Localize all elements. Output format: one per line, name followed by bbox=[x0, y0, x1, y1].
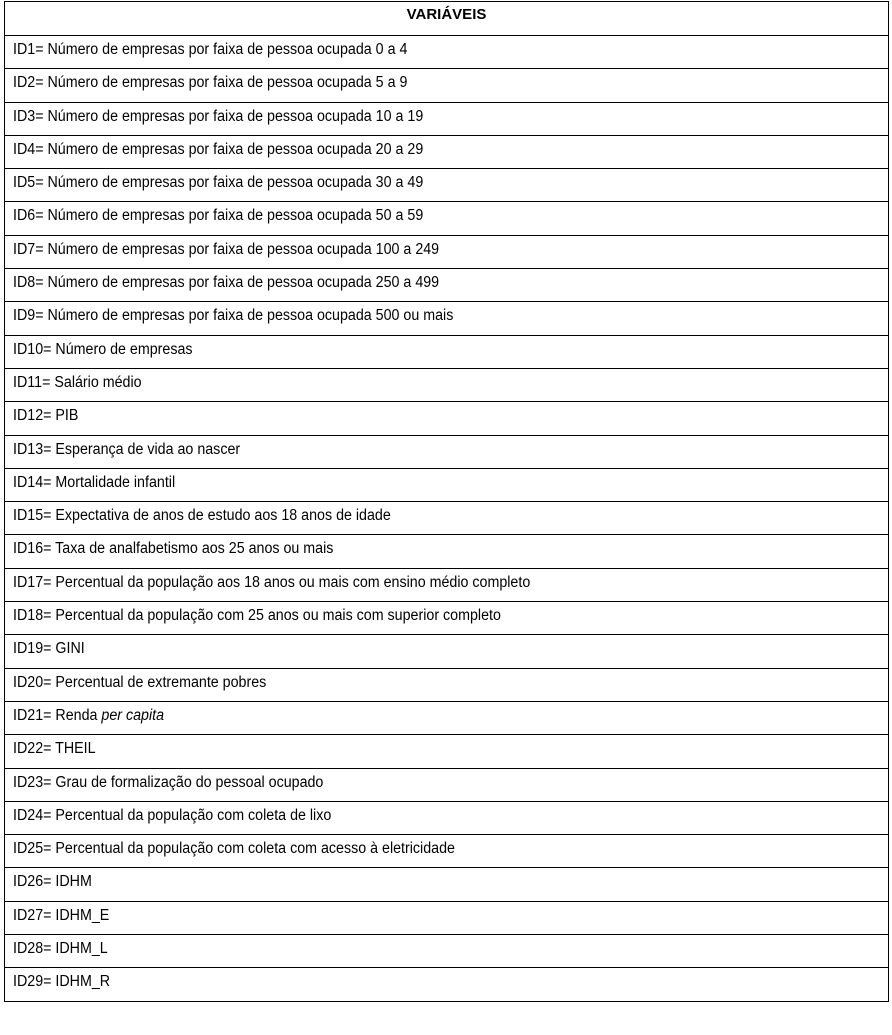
table-row bbox=[5, 335, 889, 368]
table-row bbox=[5, 69, 889, 102]
table-row bbox=[5, 568, 889, 601]
variable-id: ID18= bbox=[13, 607, 52, 625]
table-row bbox=[5, 235, 889, 268]
variable-id: ID11= bbox=[13, 373, 51, 391]
variable-description: Esperança de vida ao nascer bbox=[55, 440, 241, 458]
table-row bbox=[5, 901, 889, 934]
variable-cell bbox=[5, 36, 889, 69]
variable-cell bbox=[5, 302, 889, 335]
variable-cell bbox=[5, 169, 889, 202]
variable-id: ID14= bbox=[13, 473, 52, 491]
variable-cell bbox=[5, 235, 889, 268]
variable-description: Número de empresas por faixa de pessoa ocupada 10 a 19 bbox=[47, 107, 424, 125]
variable-id: ID7= bbox=[13, 240, 44, 258]
table-row bbox=[5, 468, 889, 501]
variable-cell bbox=[5, 102, 889, 135]
variable-id: ID24= bbox=[13, 806, 52, 824]
variable-description: IDHM_R bbox=[55, 973, 111, 991]
variable-id: ID9= bbox=[13, 307, 44, 325]
variables-table bbox=[4, 1, 889, 1002]
variable-id: ID23= bbox=[13, 773, 52, 791]
variable-description: Expectativa de anos de estudo aos 18 anos de idade bbox=[55, 507, 391, 525]
variable-cell bbox=[5, 768, 889, 801]
variable-description: GINI bbox=[55, 640, 85, 658]
variable-text bbox=[13, 207, 423, 225]
variable-text bbox=[13, 940, 108, 958]
variable-id: ID4= bbox=[13, 140, 44, 158]
variable-description: Número de empresas por faixa de pessoa ocupada 500 ou mais bbox=[47, 307, 454, 325]
table-header-row bbox=[5, 2, 889, 36]
variable-id: ID10= bbox=[13, 340, 52, 358]
table-row bbox=[5, 302, 889, 335]
table-row bbox=[5, 36, 889, 69]
table-row bbox=[5, 502, 889, 535]
variable-text bbox=[13, 41, 407, 59]
variable-id: ID28= bbox=[13, 940, 52, 958]
variable-description: Percentual da população aos 18 anos ou mais com ensino médio completo bbox=[55, 573, 531, 591]
variable-id: ID13= bbox=[13, 440, 52, 458]
variable-text bbox=[13, 607, 501, 625]
variable-cell bbox=[5, 835, 889, 868]
variable-id: ID22= bbox=[13, 740, 52, 758]
variable-text bbox=[13, 174, 423, 192]
variable-id: ID1= bbox=[13, 41, 44, 58]
variable-cell bbox=[5, 735, 889, 768]
variable-cell bbox=[5, 368, 889, 401]
variable-id: ID19= bbox=[13, 640, 52, 658]
table-row bbox=[5, 368, 889, 401]
table-row bbox=[5, 935, 889, 968]
variable-id: ID16= bbox=[13, 540, 52, 558]
variable-description: Número de empresas por faixa de pessoa ocupada 30 a 49 bbox=[47, 174, 424, 192]
variable-cell bbox=[5, 868, 889, 901]
variable-text bbox=[13, 441, 240, 459]
variable-cell bbox=[5, 535, 889, 568]
variable-id: ID26= bbox=[13, 873, 52, 891]
variable-cell bbox=[5, 135, 889, 168]
variable-description: Percentual da população com 25 anos ou mais com superior completo bbox=[55, 607, 501, 625]
variable-text bbox=[13, 307, 453, 325]
variable-cell bbox=[5, 901, 889, 934]
variable-description: IDHM_L bbox=[55, 940, 108, 958]
variable-id: ID3= bbox=[13, 107, 44, 125]
variable-description-italic: per capita bbox=[101, 706, 165, 724]
table-body bbox=[5, 36, 889, 1002]
variable-text bbox=[13, 707, 164, 725]
table-row bbox=[5, 435, 889, 468]
variable-cell bbox=[5, 935, 889, 968]
table-row bbox=[5, 135, 889, 168]
variable-text bbox=[13, 241, 439, 259]
variable-id: ID29= bbox=[13, 973, 52, 991]
variable-id: ID17= bbox=[13, 573, 52, 591]
variable-description: Percentual de extremante pobres bbox=[55, 673, 267, 691]
variable-text bbox=[13, 108, 423, 126]
variable-description: IDHM_E bbox=[55, 906, 110, 924]
variable-id: ID25= bbox=[13, 840, 52, 858]
variable-cell bbox=[5, 69, 889, 102]
variable-cell bbox=[5, 701, 889, 734]
table-row bbox=[5, 202, 889, 235]
variable-description: Grau de formalização do pessoal ocupado bbox=[55, 773, 324, 791]
table-row bbox=[5, 169, 889, 202]
variable-text bbox=[13, 774, 323, 792]
table-row bbox=[5, 602, 889, 635]
variable-description: Salário médio bbox=[54, 373, 142, 391]
variable-cell bbox=[5, 968, 889, 1001]
variable-description: Percentual da população com coleta de lixo bbox=[55, 806, 332, 824]
table-row bbox=[5, 735, 889, 768]
variable-description: Número de empresas por faixa de pessoa ocupada 50 a 59 bbox=[47, 207, 424, 225]
table-row bbox=[5, 701, 889, 734]
variable-text bbox=[13, 540, 333, 558]
variable-description: Número de empresas bbox=[55, 340, 193, 358]
variable-text bbox=[13, 873, 92, 891]
variable-cell bbox=[5, 602, 889, 635]
table-row bbox=[5, 402, 889, 435]
variables-table-container bbox=[4, 1, 889, 1002]
variable-cell bbox=[5, 335, 889, 368]
variable-text bbox=[13, 507, 391, 525]
variable-id: ID15= bbox=[13, 507, 52, 525]
variable-text bbox=[13, 640, 85, 658]
variable-description: PIB bbox=[55, 407, 79, 425]
variable-id: ID8= bbox=[13, 274, 44, 292]
variable-description: Taxa de analfabetismo aos 25 anos ou mais bbox=[55, 540, 334, 558]
variable-id: ID20= bbox=[13, 673, 52, 691]
variable-id: ID12= bbox=[13, 407, 52, 425]
table-header: VARIÁVEIS bbox=[5, 2, 889, 36]
table-row bbox=[5, 635, 889, 668]
variable-cell bbox=[5, 668, 889, 701]
variable-text bbox=[13, 840, 455, 858]
variable-cell bbox=[5, 801, 889, 834]
variable-text bbox=[13, 407, 78, 425]
variable-id: ID27= bbox=[13, 906, 52, 924]
variable-cell bbox=[5, 435, 889, 468]
variable-text bbox=[13, 807, 331, 825]
variable-cell bbox=[5, 402, 889, 435]
variable-text bbox=[13, 274, 439, 292]
variable-text bbox=[13, 740, 96, 758]
variable-description: THEIL bbox=[55, 740, 96, 758]
variable-description: Percentual da população com coleta com acesso à eletricidade bbox=[55, 840, 455, 858]
variable-text bbox=[13, 341, 193, 359]
variable-cell bbox=[5, 468, 889, 501]
variable-id: ID6= bbox=[13, 207, 44, 225]
variable-cell bbox=[5, 568, 889, 601]
variable-cell bbox=[5, 502, 889, 535]
variable-description: Número de empresas por faixa de pessoa ocupada 5 a 9 bbox=[47, 74, 408, 92]
variable-id: ID5= bbox=[13, 174, 44, 192]
variable-description: Número de empresas por faixa de pessoa ocupada 100 a 249 bbox=[47, 240, 440, 258]
table-row bbox=[5, 801, 889, 834]
variable-text bbox=[13, 74, 407, 92]
variable-description: Número de empresas por faixa de pessoa ocupada 20 a 29 bbox=[47, 140, 424, 158]
variable-text bbox=[13, 973, 110, 991]
variable-text bbox=[13, 374, 142, 392]
variable-cell bbox=[5, 202, 889, 235]
table-row bbox=[5, 269, 889, 302]
table-row bbox=[5, 668, 889, 701]
variable-text bbox=[13, 474, 175, 492]
variable-description: Número de empresas por faixa de pessoa ocupada 250 a 499 bbox=[47, 274, 440, 292]
variable-text bbox=[13, 907, 109, 925]
variable-description: Renda bbox=[55, 706, 102, 724]
table-row bbox=[5, 868, 889, 901]
variable-id: ID21= bbox=[13, 706, 52, 724]
variable-text bbox=[13, 574, 530, 592]
variable-cell bbox=[5, 269, 889, 302]
table-row bbox=[5, 835, 889, 868]
variable-text bbox=[13, 674, 266, 692]
table-row bbox=[5, 968, 889, 1001]
variable-cell bbox=[5, 635, 889, 668]
variable-id: ID2= bbox=[13, 74, 44, 92]
table-row bbox=[5, 535, 889, 568]
variable-text bbox=[13, 141, 423, 159]
table-row bbox=[5, 768, 889, 801]
variable-description: Mortalidade infantil bbox=[55, 473, 176, 491]
variable-description: Número de empresas por faixa de pessoa ocupada 0 a 4 bbox=[47, 41, 408, 58]
table-row bbox=[5, 102, 889, 135]
variable-description: IDHM bbox=[55, 873, 92, 891]
